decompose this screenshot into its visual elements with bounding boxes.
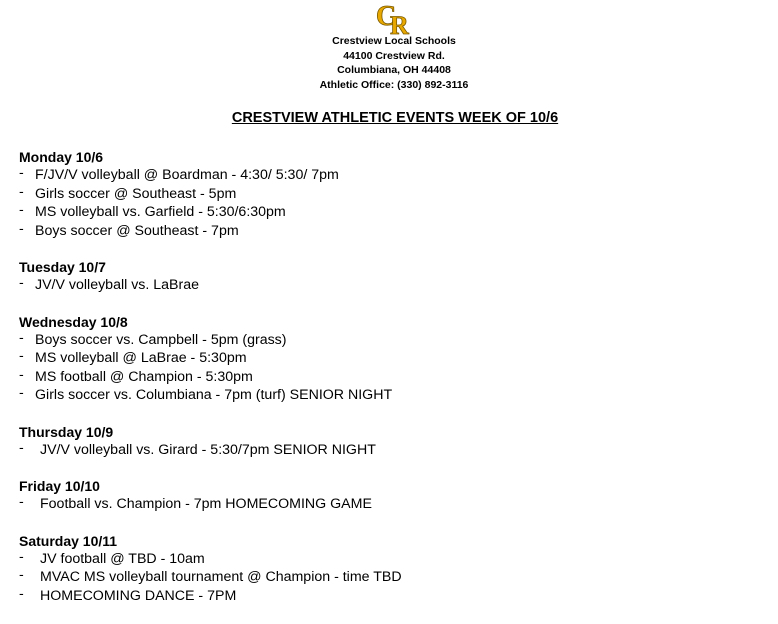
bullet-dash: -: [19, 183, 24, 200]
event-item: [19, 568, 759, 587]
event-list: [19, 276, 759, 295]
event-item: [19, 222, 759, 241]
event-text: JV/V volleyball vs. Girard - 5:30/7pm SENIOR NIGHT: [40, 441, 376, 458]
day-section: [19, 314, 759, 405]
event-text: F/JV/V volleyball @ Boardman - 4:30/ 5:30/ 7pm: [35, 167, 339, 183]
event-text: Football vs. Champion - 7pm HOMECOMING GAME: [40, 496, 372, 512]
event-item: [19, 276, 759, 295]
day-section: [19, 149, 759, 240]
event-item: [19, 349, 759, 368]
event-item: [19, 368, 759, 387]
document-title: CRESTVIEW ATHLETIC EVENTS WEEK OF 10/6: [231, 110, 559, 126]
bullet-dash: -: [19, 366, 24, 383]
school-street: 44100 Crestview Rd.: [343, 49, 445, 62]
day-heading: Friday 10/10: [19, 478, 100, 494]
event-text: Girls soccer @ Southeast - 5pm: [35, 185, 237, 202]
bullet-dash: -: [19, 548, 24, 565]
event-text: Girls soccer vs. Columbiana - 7pm (turf) SENIOR NIGHT: [35, 387, 393, 403]
event-item: [19, 587, 759, 606]
bullet-dash: -: [19, 220, 24, 237]
bullet-dash: -: [19, 329, 24, 346]
event-list: [19, 495, 759, 514]
event-list: [19, 441, 759, 460]
event-item: [19, 495, 759, 514]
bullet-dash: -: [19, 567, 24, 583]
day-section: [19, 478, 759, 514]
day-heading: Saturday 10/11: [19, 532, 118, 549]
day-heading: Wednesday 10/8: [19, 313, 128, 330]
day-heading: Monday 10/6: [19, 149, 104, 165]
bullet-dash: -: [19, 439, 24, 456]
event-text: JV/V volleyball vs. LaBrae: [35, 277, 200, 293]
event-item: [19, 331, 759, 350]
weekly-schedule: [19, 149, 759, 624]
bullet-dash: -: [19, 165, 24, 181]
event-item: [19, 185, 759, 204]
school-city: Columbiana, OH 44408: [337, 64, 451, 76]
logo-letter-c: C: [376, 1, 397, 32]
school-name: Crestview Local Schools: [332, 35, 456, 47]
event-text: MVAC MS volleyball tournament @ Champion - time TBD: [40, 569, 402, 585]
event-text: Boys soccer vs. Campbell - 5pm (grass): [35, 331, 287, 348]
bullet-dash: -: [19, 385, 24, 401]
day-heading: Tuesday 10/7: [19, 259, 106, 275]
event-list: [19, 550, 759, 606]
event-item: [19, 550, 759, 569]
event-text: HOMECOMING DANCE - 7PM: [40, 587, 237, 604]
event-text: MS football @ Champion - 5:30pm: [35, 368, 253, 385]
crestview-logo: [370, 0, 416, 36]
day-section: [19, 424, 759, 460]
event-text: JV football @ TBD - 10am: [40, 550, 205, 567]
event-item: [19, 166, 759, 185]
event-text: MS volleyball vs. Garfield - 5:30/6:30pm: [35, 204, 286, 220]
bullet-dash: -: [19, 585, 24, 602]
letterhead: [0, 34, 778, 92]
event-item: [19, 386, 759, 405]
bullet-dash: -: [19, 348, 24, 364]
logo-letter-r: R: [390, 11, 409, 36]
athletic-office-phone: Athletic Office: (330) 892-3116: [319, 78, 469, 91]
event-text: Boys soccer @ Southeast - 7pm: [35, 222, 239, 239]
bullet-dash: -: [19, 494, 24, 510]
event-item: [19, 441, 759, 460]
event-text: MS volleyball @ LaBrae - 5:30pm: [35, 350, 247, 366]
day-section: [19, 259, 759, 295]
event-list: [19, 166, 759, 240]
event-list: [19, 331, 759, 405]
event-item: [19, 203, 759, 222]
day-heading: Thursday 10/9: [19, 423, 114, 440]
bullet-dash: -: [19, 202, 24, 218]
day-section: [19, 533, 759, 606]
bullet-dash: -: [19, 275, 24, 291]
